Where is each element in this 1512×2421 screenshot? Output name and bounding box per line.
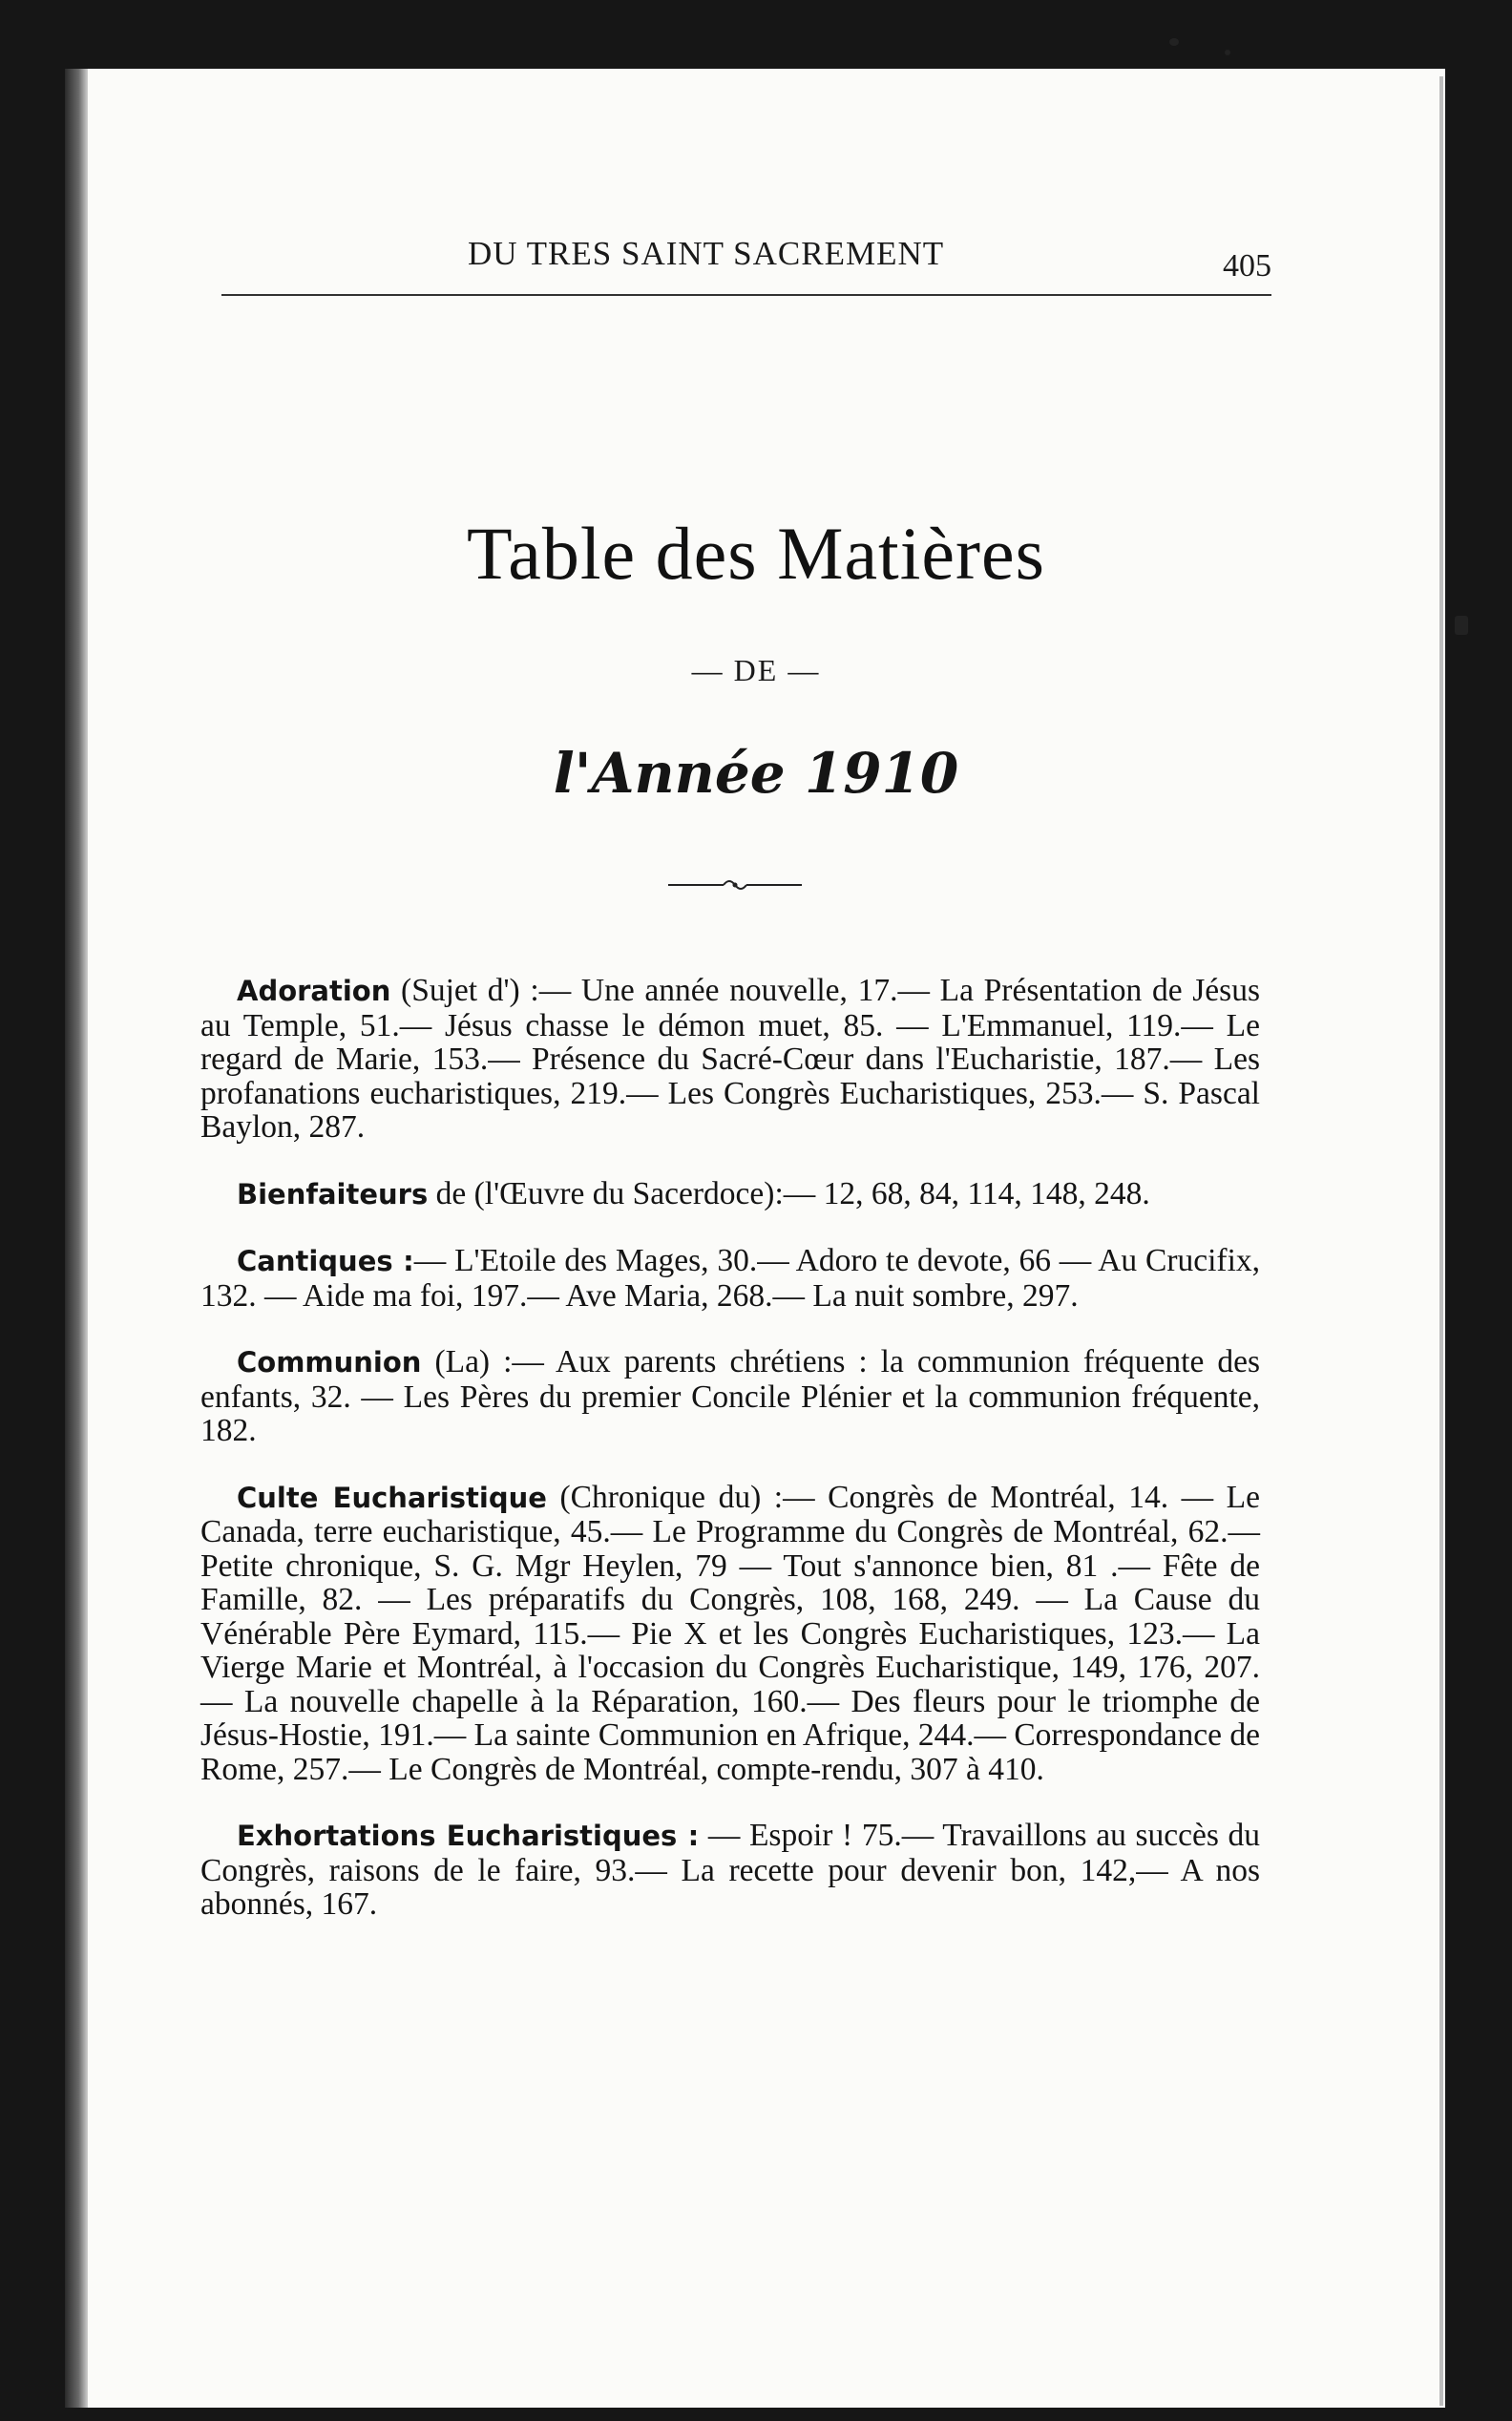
entry-text: de (l'Œuvre du Sacerdoce):— 12, 68, 84, 114, 148, 248.: [428, 1175, 1150, 1211]
index-entries: [200, 974, 1260, 1954]
entry-keyword: Exhortations Eucharistiques :: [237, 1820, 700, 1852]
book-spine-shadow: [65, 69, 88, 2408]
entry-text: (La) :— Aux parents chrétiens : la communion fréquente des enfants, 32. — Les Pères du premier Concile Plénier et la communion fréquente, 182.: [200, 1344, 1260, 1448]
index-entry-bienfaiteurs: [200, 1177, 1260, 1212]
index-entry-adoration: [200, 974, 1260, 1145]
index-entry-cantiques: [200, 1244, 1260, 1313]
entry-keyword: Adoration: [237, 975, 391, 1007]
entry-keyword: Communion: [237, 1346, 422, 1379]
entry-text: — L'Etoile des Mages, 30.— Adoro te devote, 66 — Au Crucifix, 132. — Aide ma foi, 197.— Ave Maria, 268.— La nuit sombre, 297.: [200, 1243, 1260, 1314]
page-edge: [1439, 76, 1443, 2406]
page-number: 405: [1223, 248, 1271, 284]
index-entry-culte-eucharistique: [200, 1481, 1260, 1787]
running-head: [221, 235, 1271, 302]
entry-keyword: Culte Eucharistique: [237, 1481, 547, 1514]
scan-speck: [1455, 616, 1468, 635]
index-entry-exhortations: [200, 1819, 1260, 1922]
title-connector: — DE —: [691, 653, 821, 687]
index-entry-communion: [200, 1345, 1260, 1448]
running-title: DU TRES SAINT SACREMENT: [468, 235, 945, 272]
entry-keyword: Cantiques :: [237, 1245, 414, 1277]
page-title: Table des Matières: [467, 512, 1045, 595]
year-subtitle: l'Année 1910: [553, 741, 959, 806]
entry-text: (Sujet d') :— Une année nouvelle, 17.— La Présentation de Jésus au Temple, 51.— Jésus chasse le démon muet, 85. — L'Emmanuel, 119.— Le regard de Marie, 153.— Présence du Sacré-Cœur dans l'Eucharistie, 187.— Les profanations eucharistiques, 219.— Les Congrès Eucharistiques, 253.— S. Pascal Baylon, 287.: [200, 973, 1260, 1145]
entry-text: (Chronique du) :— Congrès de Montréal, 14. — Le Canada, terre eucharistique, 45.— Le Programme du Congrès de Montréal, 62.— Petite chronique, S. G. Mgr Heylen, 79 — Tout s'annonce bien, 81 .— Fête de Famille, 82. — Les préparatifs du Congrès, 108, 168, 249. — La Cause du Vénérable Père Eymard, 115.— Pie X et les Congrès Eucharistiques, 123.— La Vierge Marie et Montréal, à l'occasion du Congrès Eucharistique, 149, 176, 207.— La nouvelle chapelle à la Réparation, 160.— Des fleurs pour le triomphe de Jésus-Hostie, 191.— La sainte Communion en Afrique, 244.— Correspondance de Rome, 257.— Le Congrès de Montréal, compte-rendu, 307 à 410.: [200, 1479, 1260, 1787]
entry-text: — Espoir ! 75.— Travaillons au succès du Congrès, raisons de le faire, 93.— La recette pour devenir bon, 142,— A nos abonnés, 167.: [200, 1818, 1260, 1922]
scan-speck: [1169, 38, 1179, 46]
entry-keyword: Bienfaiteurs: [237, 1177, 429, 1210]
scan-speck: [1225, 50, 1230, 55]
header-rule: [221, 294, 1271, 296]
ornament-divider-icon: [668, 874, 802, 896]
